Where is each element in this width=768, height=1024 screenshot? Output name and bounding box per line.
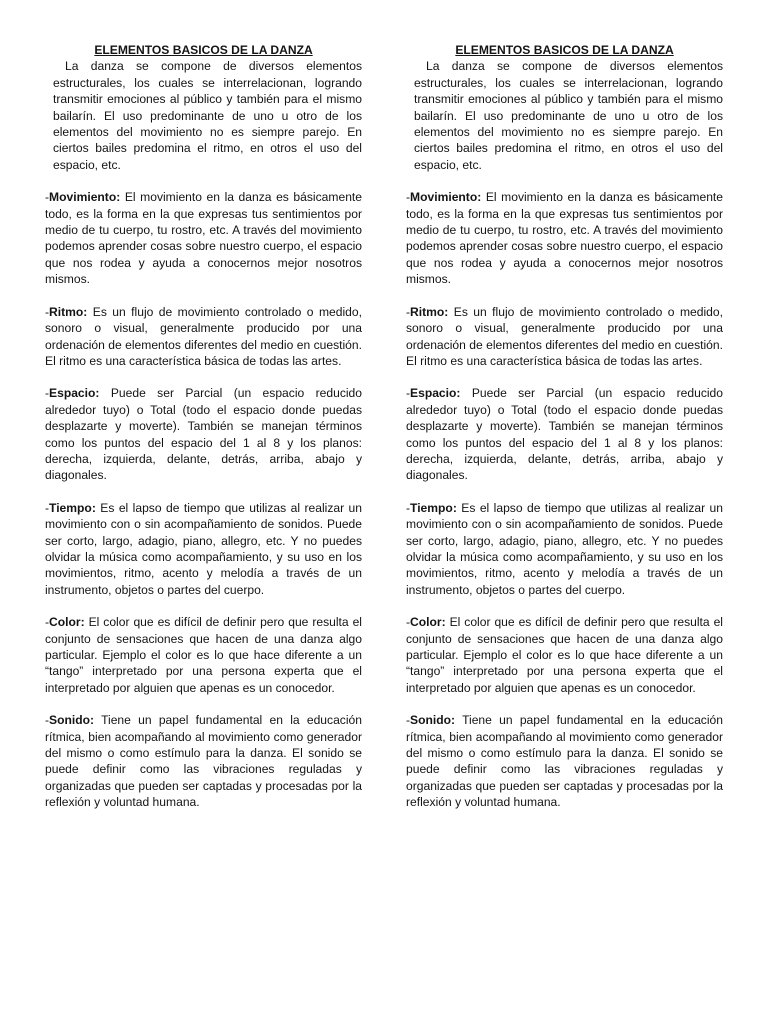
section-ritmo [45,304,362,370]
section-term: Sonido: [410,713,456,728]
section-prefix: - [45,713,50,728]
section-prefix: - [406,190,411,205]
section-text: Puede ser Parcial (un espacio reducido alrededor tuyo) o Total (todo el espacio donde puedas desplazarte y moverte). También se manejan términos como los puntos del espacio del 1 al 8 y los planos: derecha, izquierda, delante, detrás, arriba, abajo y diagonales. [45,386,362,483]
section-movimiento [45,189,362,287]
section-term: Movimiento: [410,190,482,205]
section-term: Ritmo: [410,304,449,319]
section-text: Es un flujo de movimiento controlado o medido, sonoro o visual, generalmente producido por una ordenación de elementos diferentes del medio en cuestión. El ritmo es una característica básica de todas las artes. [406,304,723,368]
section-prefix: - [406,386,411,401]
section-term: Color: [49,615,85,630]
section-prefix: - [406,615,411,630]
section-term: Ritmo: [49,304,88,319]
section-espacio [406,385,723,483]
intro-paragraph: La danza se compone de diversos elementos estructurales, los cuales se interrelacionan, logrando transmitir emociones al público y también para el mismo bailarín. El uso predominante de uno u otro de los elementos del movimiento no es siempre parejo. En ciertos bailes predomina el ritmo, en otros el uso del espacio, etc. [414,59,723,172]
section-color [406,614,723,696]
left-column [45,42,362,811]
section-text: Tiene un papel fundamental en la educación rítmica, bien acompañando al movimiento como generador del mismo o como estímulo para la danza. El sonido se puede definir como las vibraciones reguladas y organizadas que pueden ser captadas y procesadas por la reflexión y voluntad humana. [45,713,362,810]
section-term: Sonido: [49,713,95,728]
section-sonido [45,712,362,810]
section-tiempo [45,500,362,598]
section-text: Tiene un papel fundamental en la educación rítmica, bien acompañando al movimiento como generador del mismo o como estímulo para la danza. El sonido se puede definir como las vibraciones reguladas y organizadas que pueden ser captadas y procesadas por la reflexión y voluntad humana. [406,713,723,810]
right-column [406,42,723,811]
section-term: Espacio: [49,386,100,401]
section-color [45,614,362,696]
section-term: Tiempo: [49,500,96,515]
intro-paragraph: La danza se compone de diversos elementos estructurales, los cuales se interrelacionan, logrando transmitir emociones al público y también para el mismo bailarín. El uso predominante de uno u otro de los elementos del movimiento no es siempre parejo. En ciertos bailes predomina el ritmo, en otros el uso del espacio, etc. [53,59,362,172]
section-espacio [45,385,362,483]
section-prefix: - [406,500,411,515]
section-term: Tiempo: [410,500,457,515]
section-prefix: - [45,190,50,205]
section-prefix: - [45,615,50,630]
section-text: El movimiento en la danza es básicamente todo, es la forma en la que expresas tus sentimientos por medio de tu cuerpo, tu rostro, etc. A través del movimiento podemos aprender cosas sobre nuestro cuerpo, el espacio que nos rodea y ayuda a conocernos mejor nosotros mismos. [45,190,362,287]
section-text: Es el lapso de tiempo que utilizas al realizar un movimiento con o sin acompañamiento de sonidos. Puede ser corto, largo, adagio, piano, allegro, etc. Y no puedes olvidar la música como acompañamiento, y su uso en los movimientos, ritmo, acento y melodía a través de un instrumento, objetos o partes del cuerpo. [45,500,362,597]
section-ritmo [406,304,723,370]
document-title: ELEMENTOS BASICOS DE LA DANZA [455,43,674,57]
section-text: El movimiento en la danza es básicamente todo, es la forma en la que expresas tus sentimientos por medio de tu cuerpo, tu rostro, etc. A través del movimiento podemos aprender cosas sobre nuestro cuerpo, el espacio que nos rodea y ayuda a conocernos mejor nosotros mismos. [406,190,723,287]
section-movimiento [406,189,723,287]
section-sonido [406,712,723,810]
section-term: Movimiento: [49,190,121,205]
section-text: El color que es difícil de definir pero que resulta el conjunto de sensaciones que hacen de una danza algo particular. Ejemplo el color es lo que hace diferente a un “tango” interpretado por una persona experta que el interpretado por alguien que apenas es un conocedor. [45,615,362,695]
section-text: Es el lapso de tiempo que utilizas al realizar un movimiento con o sin acompañamiento de sonidos. Puede ser corto, largo, adagio, piano, allegro, etc. Y no puedes olvidar la música como acompañamiento, y su uso en los movimientos, ritmo, acento y melodía a través de un instrumento, objetos o partes del cuerpo. [406,500,723,597]
section-prefix: - [406,713,411,728]
document-title: ELEMENTOS BASICOS DE LA DANZA [94,43,313,57]
section-prefix: - [45,304,50,319]
section-tiempo [406,500,723,598]
section-text: Es un flujo de movimiento controlado o medido, sonoro o visual, generalmente producido por una ordenación de elementos diferentes del medio en cuestión. El ritmo es una característica básica de todas las artes. [45,304,362,368]
section-text: Puede ser Parcial (un espacio reducido alrededor tuyo) o Total (todo el espacio donde puedas desplazarte y moverte). También se manejan términos como los puntos del espacio del 1 al 8 y los planos: derecha, izquierda, delante, detrás, arriba, abajo y diagonales. [406,386,723,483]
section-term: Espacio: [410,386,461,401]
section-prefix: - [45,500,50,515]
section-term: Color: [410,615,446,630]
section-prefix: - [45,386,50,401]
section-text: El color que es difícil de definir pero que resulta el conjunto de sensaciones que hacen de una danza algo particular. Ejemplo el color es lo que hace diferente a un “tango” interpretado por una persona experta que el interpretado por alguien que apenas es un conocedor. [406,615,723,695]
section-prefix: - [406,304,411,319]
